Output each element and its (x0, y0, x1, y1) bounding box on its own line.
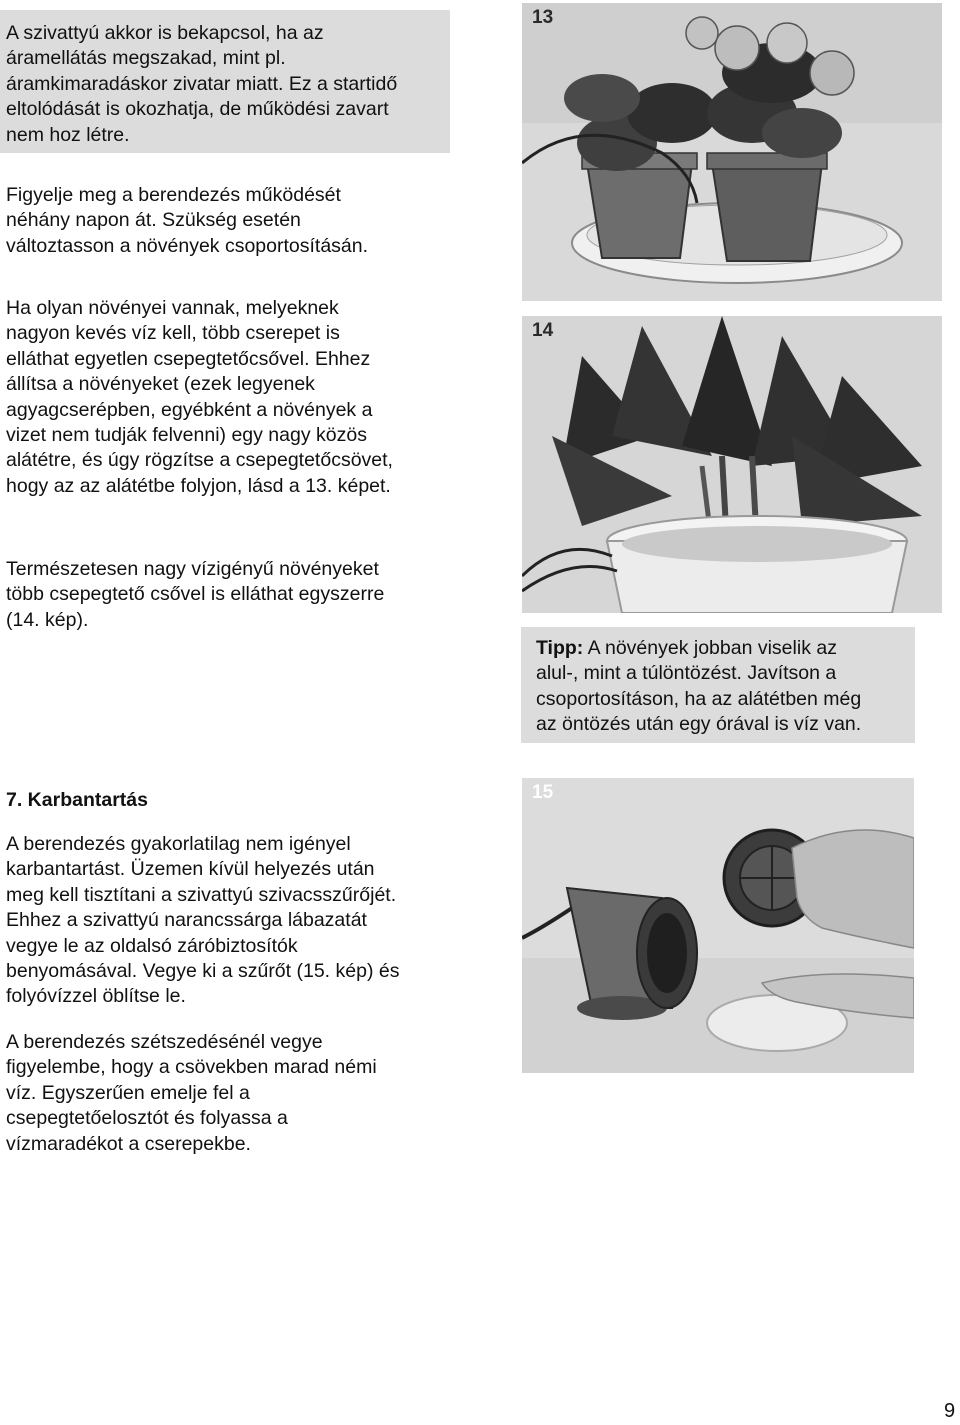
figure-13-photo (522, 3, 942, 301)
text-line: elláthat egyetlen csepegtetőcsővel. Ehhez (6, 347, 371, 370)
text-line: Ha olyan növényei vannak, melyeknek (6, 297, 339, 319)
paragraph-high-water (6, 557, 384, 633)
text-line: Figyelje meg a berendezés működését (6, 184, 341, 206)
note-line: eltolódását is okozhatja, de működési zavart (6, 98, 389, 121)
paragraph-maintenance (6, 832, 399, 1010)
note-line: nem hoz létre. (6, 123, 130, 146)
text-line: nagyon kevés víz kell, több cserepet is (6, 322, 340, 345)
tip-line: alul-, mint a túlöntözést. Javítson a (536, 662, 837, 685)
note-line: áramkimaradáskor zivatar miatt. Ez a startidő (6, 72, 398, 95)
paragraph-observe (6, 183, 368, 259)
figure-13-number: 13 (532, 7, 554, 28)
text-line: figyelembe, hogy a csövekben marad némi (6, 1056, 377, 1079)
text-line: karbantartást. Üzemen kívül helyezés után (6, 858, 375, 881)
note-line: A szivattyú akkor is bekapcsol, ha az (6, 22, 324, 44)
text-line: (14. kép). (6, 608, 89, 631)
text-line: több csepegtető csővel is elláthat egyszerre (6, 583, 385, 606)
text-line: vegye le az oldalsó záróbiztosítók (6, 934, 298, 957)
text-line: vízmaradékot a cserepekbe. (6, 1132, 251, 1155)
text-line: A berendezés gyakorlatilag nem igényel (6, 833, 351, 855)
tip-line: az öntözés után egy órával is víz van. (536, 713, 862, 736)
page-number: 9 (944, 1400, 956, 1422)
figure-15-photo (522, 778, 914, 1073)
figure-14-number: 14 (532, 320, 554, 341)
text-line: víz. Egyszerűen emelje fel a (6, 1081, 250, 1104)
text-line: agyagcserépben, egyébként a növények a (6, 398, 373, 421)
pump-filter-illustration (522, 778, 914, 1073)
text-line: folyóvízzel öblítse le. (6, 985, 186, 1008)
text-line: Ehhez a szivattyú narancssárga lábazatát (6, 909, 367, 932)
tip-first-line (536, 636, 861, 661)
text-line: néhány napon át. Szükség esetén (6, 209, 301, 232)
tip-box-text (536, 636, 861, 738)
text-line: benyomásával. Vegye ki a szűrőt (15. kép) és (6, 960, 400, 983)
note-line: áramellátás megszakad, mint pl. (6, 47, 286, 70)
paragraph-low-water (6, 296, 393, 499)
text-line: meg kell tisztítani a szivattyú szivacsszűrőjét. (6, 883, 397, 906)
text-line: Természetesen nagy vízigényű növényeket (6, 558, 379, 580)
figure-15-number: 15 (532, 782, 554, 803)
text-line: változtasson a növények csoportosításán. (6, 234, 369, 257)
text-line: vizet nem tudják felvenni) egy nagy közös (6, 424, 367, 447)
text-line: csepegtetőelosztót és folyassa a (6, 1107, 288, 1130)
tip-first-line-rest: A növények jobban viselik az (583, 637, 837, 659)
paragraph-disassembly (6, 1030, 377, 1157)
potted-plants-illustration (522, 3, 942, 301)
tip-line: csoportosításon, ha az alátétben még (536, 687, 862, 710)
text-line: alátétre, és úgy rögzítse a csepegtetőcsövet, (6, 449, 393, 472)
section-heading: 7. Karbantartás (6, 789, 148, 811)
figure-14-photo (522, 316, 942, 613)
text-line: hogy az az alátétbe folyjon, lásd a 13. képet. (6, 474, 391, 497)
text-line: állítsa a növényeket (ezek legyenek (6, 373, 315, 396)
large-plant-illustration (522, 316, 942, 613)
note-box-text (6, 21, 397, 148)
text-line: A berendezés szétszedésénél vegye (6, 1031, 323, 1053)
tip-label: Tipp: (536, 637, 584, 659)
